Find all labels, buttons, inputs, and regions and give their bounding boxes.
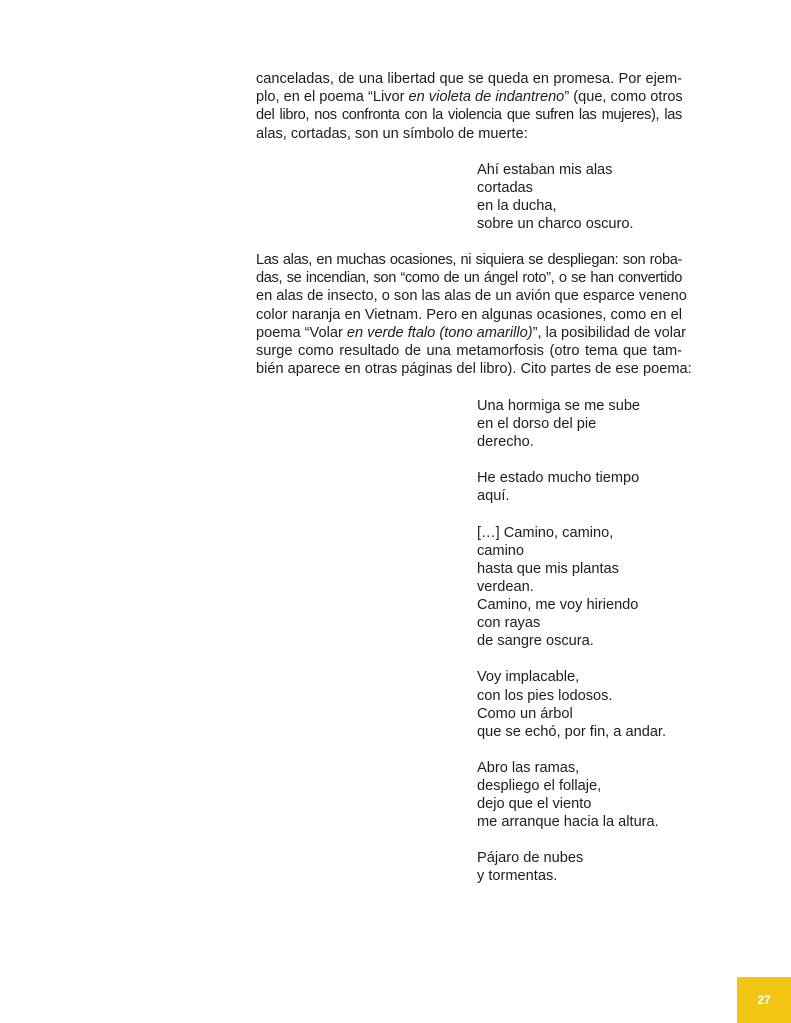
stanza — [477, 668, 666, 740]
verse-line: […] Camino, camino, — [477, 524, 614, 541]
text-run: poema “Volar — [256, 324, 347, 341]
paragraph-2 — [256, 251, 692, 378]
verse-line: Una hormiga se me sube — [477, 398, 641, 414]
stanza — [477, 397, 666, 451]
verse-line: me arranque hacia la altura. — [477, 814, 659, 831]
stanza — [477, 161, 634, 233]
italic-title: en verde ftalo (tono amarillo) — [346, 324, 533, 341]
verse-line: Pájaro de nubes — [477, 850, 584, 867]
verse-line: sobre un charco oscuro. — [477, 216, 634, 233]
text-run: ”, la posibilidad de volar — [532, 324, 686, 341]
paragraph-1-line: canceladas, de una libertad que se queda en promesa. Por ejem- — [256, 71, 682, 87]
verse-line: despliego el follaje, — [477, 777, 602, 794]
verse-line: verdean. — [477, 578, 534, 595]
italic-title: en violeta de indantreno — [408, 89, 565, 106]
paragraph-2-line: das, se incendian, son “como de un ángel roto”, o se han convertido — [256, 270, 682, 287]
verse-line: He estado mucho tiempo — [477, 470, 640, 487]
text-run: ” (que, como otros — [564, 89, 683, 106]
verse-line: aquí. — [477, 488, 510, 505]
verse-line: en la ducha, — [477, 198, 557, 215]
verse-line: con rayas — [477, 615, 541, 632]
verse-line: dejo que el viento — [477, 796, 592, 813]
verse-line: en el dorso del pie — [477, 416, 597, 433]
verse-line: que se echó, por fin, a andar. — [477, 723, 667, 740]
paragraph-2-line: bién aparece en otras páginas del libro). Cito partes de ese poema: — [256, 361, 692, 378]
poem-quote-2 — [477, 397, 666, 886]
verse-line: de sangre oscura. — [477, 633, 594, 650]
verse-line: camino — [477, 542, 525, 559]
paragraph-2-line — [256, 324, 686, 342]
stanza — [477, 524, 666, 651]
verse-line: Camino, me voy hiriendo — [477, 597, 639, 614]
verse-line: cortadas — [477, 180, 533, 197]
verse-line: Como un árbol — [477, 705, 573, 722]
paragraph-1-line — [256, 88, 682, 106]
paragraph-1-line: alas, cortadas, son un símbolo de muerte: — [256, 125, 528, 142]
paragraph-1 — [256, 70, 682, 143]
verse-line: derecho. — [477, 434, 534, 451]
verse-line: con los pies lodosos. — [477, 687, 613, 704]
verse-line: hasta que mis plantas — [477, 560, 619, 577]
page-number-badge — [737, 977, 791, 1023]
page-number: 27 — [757, 993, 771, 1007]
stanza — [477, 469, 666, 505]
stanza — [477, 849, 666, 885]
verse-line: Voy implacable, — [477, 669, 580, 686]
paragraph-2-line: en alas de insecto, o son las alas de un avión que esparce veneno — [256, 288, 687, 305]
text-run: plo, en el poema “Livor — [256, 89, 409, 106]
paragraph-1-line: del libro, nos confronta con la violencia que sufren las mujeres), las — [256, 107, 682, 124]
verse-line: Abro las ramas, — [477, 759, 580, 776]
stanza — [477, 759, 666, 831]
paragraph-2-line: color naranja en Vietnam. Pero en algunas ocasiones, como en el — [256, 306, 682, 323]
paragraph-2-line: Las alas, en muchas ocasiones, ni siquiera se despliegan: son roba- — [256, 252, 682, 268]
verse-line: Ahí estaban mis alas — [477, 162, 613, 178]
paragraph-2-line: surge como resultado de una metamorfosis (otro tema que tam- — [256, 343, 682, 360]
poem-quote-1 — [477, 161, 634, 233]
verse-line: y tormentas. — [477, 868, 558, 885]
